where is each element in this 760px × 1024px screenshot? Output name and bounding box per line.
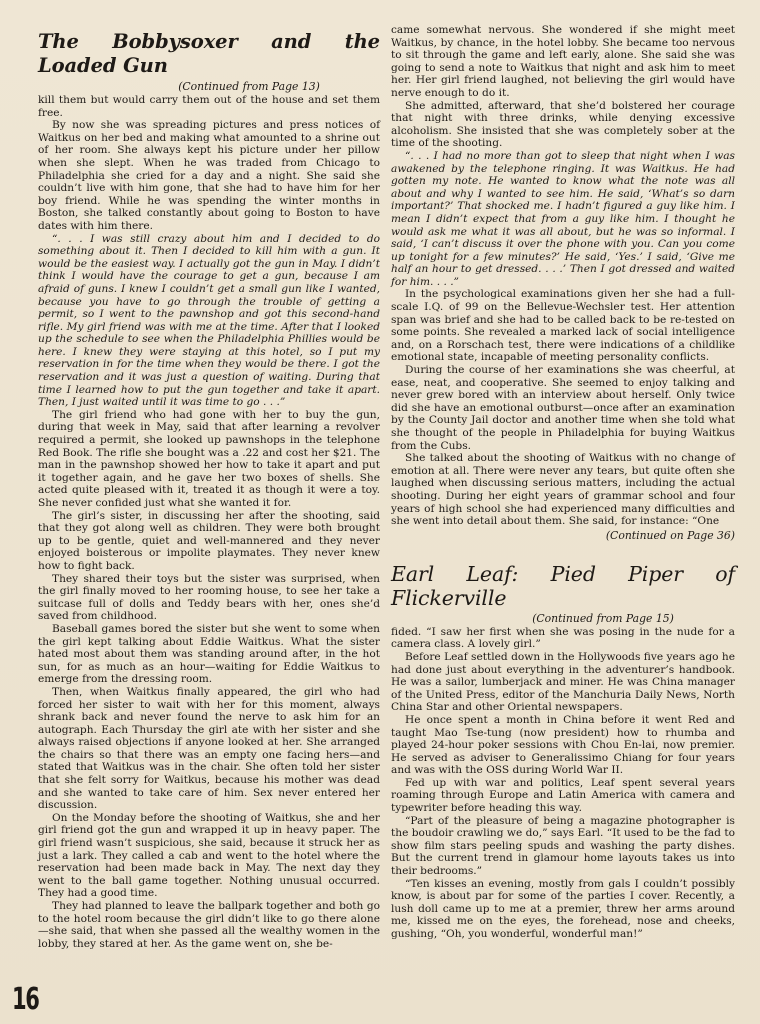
paragraph: “Part of the pleasure of being a magazine photographer is the boudoir crawling we do,” says Earl. “It used to be the fad to show film stars peeling spuds and washing the party dishes. But the current trend in glamour home layouts takes us into their bedrooms.” xyxy=(391,814,735,878)
page-number: 16 xyxy=(12,982,39,1017)
article2-continued-from: (Continued from Page 15) xyxy=(532,611,674,625)
article2-body xyxy=(391,626,735,941)
paragraph: “Ten kisses an evening, mostly from gals I couldn’t possibly know, is about par for some of the parties I cover. Recently, a lush doll came up to me at a premier, threw her arms around me, kissed me on the eyes, the forehead, nose and cheeks, gushing, “Oh, you wonderful, wonderful man!” xyxy=(391,877,735,940)
paragraph: She talked about the shooting of Waitkus with no change of emotion at all. There were never any tears, but quite often she laughed when discussing serious matters, including the actual shooting. During her eight years of grammar school and four years of high school she had experienced many difficulties and she went into detail about them. She said, for instance: “One xyxy=(391,452,735,528)
right-column xyxy=(391,24,735,941)
paragraph: Then, when Waitkus finally appeared, the girl who had forced her sister to wait with her for this moment, always shrank back and never found the nerve to ask him for an autograph. Each Thursday the girl ate with her sister and she always raised objections if anyone looked at her. She arranged the chairs so that there was an empty one facing hers—and stated that Waitkus was in the chair. She often told her sister that she felt sorry for Waitkus, because his mother was dead and she wanted to take care of him. Sex never entered her discussion. xyxy=(38,685,380,812)
article1-body-left xyxy=(38,94,380,950)
paragraph: He once spent a month in China before it went Red and taught Mao Tse-tung (now president) how to rhumba and played 24-hour poker sessions with Chou En-lai, now premier. He served as adviser to Generalissimo Chiang for four years and was with the OSS during World War II. xyxy=(391,713,735,777)
paragraph: In the psychological examinations given her she had a full-scale I.Q. of 99 on the Bellevue-Wechsler test. Her attention span was brief and she had to be called back to be re-tested on some points. She revealed a marked lack of social intelligence and, on a Rorschach test, there were indications of a childlike emotional state, incapable of meeting personality conflicts. xyxy=(391,288,735,364)
article2-title: Earl Leaf: Pied Piper of Flickerville xyxy=(391,561,735,610)
paragraph: They had planned to leave the ballpark together and both go to the hotel room because the girl didn’t like to go there alone—she said, that when she passed all the wealthy women in the lobby, they stared at her. As the game went on, she be- xyxy=(38,900,380,950)
paragraph: kill them but would carry them out of the house and set them free. xyxy=(38,94,380,119)
paragraph: Baseball games bored the sister but she went to some when the girl kept talking about Eddie Waitkus. What the sister hated most about them was standing around after, in the hot sun, for as much as an hour—waiting for Eddie Waitkus to emerge from the dressing room. xyxy=(38,622,380,686)
paragraph: They shared their toys but the sister was surprised, when the girl finally moved to her rooming house, to see her take a suitcase full of dolls and Teddy bears with her, ones she’d saved from childhood. xyxy=(38,572,380,623)
paragraph: “. . . I was still crazy about him and I decided to do something about it. Then I decided to kill him with a gun. It would be the easiest way. I actually got the gun in May. I didn’t think I would have the courage to get a gun, because I am afraid of guns. I knew I couldn’t get a small gun like I wanted, because you have to go through the trouble of getting a permit, so I went to the pawnshop and got this second-hand rifle. My girl friend was with me at the time. After that I looked up the schedule to see when the Philadelphia Phillies would be here. I knew they were staying at this hotel, so I put my reservation in for the time when they would be there. I got the reservation and it was just a question of waiting. During that time I learned how to put the gun together and take it apart. Then, I just waited until it was time to go . . .” xyxy=(38,232,380,409)
paragraph: During the course of her examinations she was cheerful, at ease, neat, and cooperative. She seemed to enjoy talking and never grew bored with an interview about herself. Only twice did she have an emotional outburst—once after an examination by the County Jail doctor and another time when she told what she thought of the people in Philadelphia for buying Waitkus from the Cubs. xyxy=(391,364,735,452)
paragraph: By now she was spreading pictures and press notices of Waitkus on her bed and making what amounted to a shrine out of her room. She always kept his picture under her pillow when she slept. When he was traded from Chicago to Philadelphia she cried for a day and a night. She said she couldn’t live with him gone, that she had to have him for her boy friend. While he was spending the winter months in Boston, she talked constantly about going to Boston to have dates with him there. xyxy=(38,119,380,232)
paragraph: The girl friend who had gone with her to buy the gun, during that week in May, said that after learning a revolver required a permit, she looked up pawnshops in the telephone Red Book. The rifle she bought was a .22 and cost her $21. The man in the pawnshop showed her how to take it apart and put it together again, and he gave her two boxes of shells. She acted quite pleased with it, treated it as though it were a toy. She never confided just what she wanted it for. xyxy=(38,408,380,509)
article1-continued-on: (Continued on Page 36) xyxy=(605,528,735,542)
paragraph: came somewhat nervous. She wondered if she might meet Waitkus, by chance, in the hotel lobby. She became too nervous to sit through the game and left early, alone. She said she was going to send a note to Waitkus that night and ask him to meet her. Her girl friend laughed, not believing the girl would have nerve enough to do it. xyxy=(391,24,735,99)
paragraph: She admitted, afterward, that she’d bolstered her courage that night with three drinks, while denying excessive alcoholism. She insisted that she was completely sober at the time of the shooting. xyxy=(391,99,735,150)
paragraph: On the Monday before the shooting of Waitkus, she and her girl friend got the gun and wrapped it up in heavy paper. The girl friend wasn’t suspicious, she said, because it struck her as just a lark. They called a cab and went to the hotel where the reservation had been made back in May. The next day they went to the ball game together. Nothing unusual occurred. They had a good time. xyxy=(38,811,380,900)
paragraph: Fed up with war and politics, Leaf spent several years roaming through Europe and Latin America with camera and typewriter before heading this way. xyxy=(391,776,735,815)
article1-body-right xyxy=(391,24,735,528)
article-divider-space xyxy=(391,542,735,562)
left-column xyxy=(38,26,380,950)
paragraph: fided. “I saw her first when she was posing in the nude for a camera class. A lovely girl.” xyxy=(391,625,735,651)
paragraph: The girl’s sister, in discussing her after the shooting, said that they got along well as children. They were both brought up to be gentle, quiet and well-mannered and they never enjoyed boisterous or impolite playmates. They never knew how to fight back. xyxy=(38,509,380,572)
article1-continued-from: (Continued from Page 13) xyxy=(178,80,320,93)
paragraph: Before Leaf settled down in the Hollywoods five years ago he had done just about everything in the adventurer’s handbook. He was a sailor, lumberjack and miner. He was China manager of the United Press, editor of the Manchuria Daily News, North China Star and other Oriental newspapers. xyxy=(391,650,735,714)
article1-title: The Bobbysoxer and the Loaded Gun xyxy=(38,30,380,77)
paragraph: “. . . I had no more than got to sleep that night when I was awakened by the telephone ringing. It was Waitkus. He had gotten my note. He wanted to know what the note was all about and why I wanted to see him. He said, ‘What’s so darn important?’ That shocked me. I hadn’t figured a guy like him. I mean I didn’t expect that from a guy like him. I thought he would ask me what it was all about, but he was so informal. I said, ‘I can’t discuss it over the phone with you. Can you come up tonight for a few minutes?’ He said, ‘Yes.’ I said, ‘Give me half an hour to get dressed. . . .’ Then I got dressed and waited for him. . . .” xyxy=(391,149,735,288)
